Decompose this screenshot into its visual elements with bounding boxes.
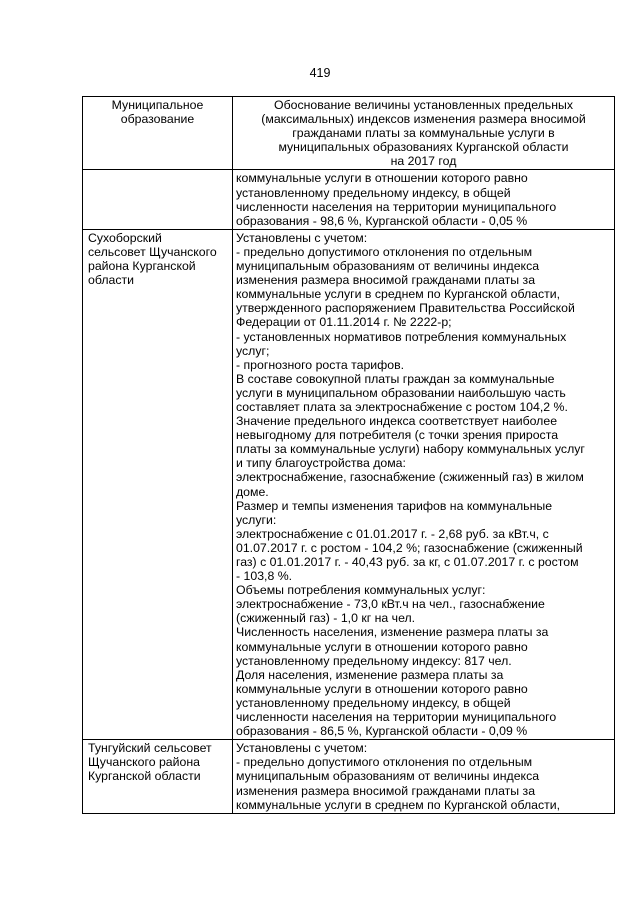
justification-line: Установлены с учетом: [236, 741, 368, 756]
justification-cell [233, 229, 615, 739]
header-line: образование [120, 112, 195, 127]
header-line: (максимальных) индексов изменения размера вносимой [261, 112, 586, 127]
justification-line: Значение предельного индекса соответствует наиболее [236, 414, 558, 429]
justification-line: услуг; [236, 343, 270, 358]
justification-cell [233, 170, 615, 229]
justification-line: установленному предельному индексу, в общей [236, 185, 511, 200]
table-row [83, 170, 615, 229]
municipality-cell [83, 170, 233, 229]
header-line: гражданами платы за коммунальные услуги в [292, 126, 555, 141]
municipality-line: Щучанского района [88, 755, 200, 770]
municipality-line: Курганской области [88, 769, 201, 784]
justification-line: составляет плата за электроснабжение с ростом 104,2 %. [236, 399, 568, 414]
justification-line: невыгодному для потребителя (с точки зрения прироста [236, 428, 559, 443]
justification-line: Размер и темпы изменения тарифов на коммунальные [236, 498, 553, 513]
justification-line: электроснабжение, газоснабжение (сжиженный газ) в жилом [236, 470, 584, 485]
justification-line: Установлены с учетом: [236, 230, 368, 245]
justification-line: коммунальные услуги в отношении которого равно [236, 681, 528, 696]
table-row [83, 740, 615, 813]
justification-line: электроснабжение - 73,0 кВт.ч на чел., газоснабжение [236, 597, 545, 612]
justification-line: изменения размера вносимой гражданами платы за [236, 273, 536, 288]
municipality-line: Тунгуйский сельсовет [88, 741, 212, 756]
municipality-cell [83, 740, 233, 813]
justification-line: коммунальные услуги в среднем по Курганской области, [236, 797, 561, 812]
justification-line: и типу благоустройства дома: [236, 456, 406, 471]
justification-line: Объемы потребления коммунальных услуг: [236, 583, 486, 598]
header-line: Обоснование величины установленных предельных [274, 98, 573, 112]
justification-line: Доля населения, изменение размера платы за [236, 667, 504, 682]
justification-line: численности населения на территории муниципального [236, 710, 557, 725]
justification-line: установленному предельному индексу, в общей [236, 695, 511, 710]
justification-line: - предельно допустимого отклонения по отдельным [236, 755, 533, 770]
header-line: Муниципальное [111, 98, 204, 112]
justification-line: муниципальным образованиям от величины индекса [236, 769, 540, 784]
justification-line: - 103,8 %. [236, 569, 293, 584]
justification-line: утвержденного распоряжением Правительства Российской [236, 301, 575, 316]
header-municipality [83, 97, 233, 170]
justification-line: - установленных нормативов потребления коммунальных [236, 329, 567, 344]
justification-cell [233, 740, 615, 813]
justification-line: - прогнозного роста тарифов. [236, 357, 405, 372]
justification-line: услуги: [236, 512, 277, 527]
table-row [83, 229, 615, 739]
justification-line: изменения размера вносимой гражданами платы за [236, 783, 536, 798]
header-justification [233, 97, 615, 170]
justification-line: доме. [236, 484, 269, 499]
municipality-line: области [88, 273, 134, 288]
table-header-row [83, 97, 615, 170]
municipality-line: Сухоборский [88, 230, 162, 245]
justification-line: коммунальные услуги в отношении которого равно [236, 171, 528, 186]
justification-line: платы за коммунальные услуги) набору коммунальных услуг [236, 442, 585, 457]
justification-line: услуги в муниципальном образовании наибольшую часть [236, 385, 566, 400]
justification-line: (сжиженный газ) - 1,0 кг на чел. [236, 611, 416, 626]
justification-line: образования - 98,6 %, Курганской области - 0,05 % [236, 213, 528, 228]
justification-line: Численность населения, изменение размера платы за [236, 625, 549, 640]
justification-line: электроснабжение с 01.01.2017 г. - 2,68 руб. за кВт.ч, с [236, 526, 549, 541]
justification-line: газ) с 01.01.2017 г. - 40,43 руб. за кг, с 01.07.2017 г. с ростом [236, 555, 579, 569]
justification-line: коммунальные услуги в отношении которого равно [236, 639, 528, 654]
municipality-cell [83, 229, 233, 739]
justification-line: численности населения на территории муниципального [236, 199, 557, 214]
justification-line: образования - 86,5 %, Курганской области - 0,09 % [236, 724, 528, 739]
justification-line: - предельно допустимого отклонения по отдельным [236, 244, 533, 259]
justification-line: установленному предельному индексу: 817 чел. [236, 653, 512, 668]
justification-line: 01.07.2017 г. с ростом - 104,2 %; газоснабжение (сжиженный [236, 540, 583, 555]
municipality-line: района Курганской [88, 259, 196, 274]
page-number: 419 [309, 66, 331, 80]
header-line: на 2017 год [390, 154, 457, 169]
justification-line: коммунальные услуги в среднем по Курганской области, [236, 287, 561, 302]
justification-line: муниципальным образованиям от величины индекса [236, 259, 540, 274]
justification-line: В составе совокупной платы граждан за коммунальные [236, 371, 555, 386]
justification-table [82, 96, 615, 814]
header-line: муниципальных образованиях Курганской области [278, 140, 569, 155]
justification-line: Федерации от 01.11.2014 г. № 2222-р; [236, 315, 452, 330]
municipality-line: сельсовет Щучанского [88, 244, 217, 259]
